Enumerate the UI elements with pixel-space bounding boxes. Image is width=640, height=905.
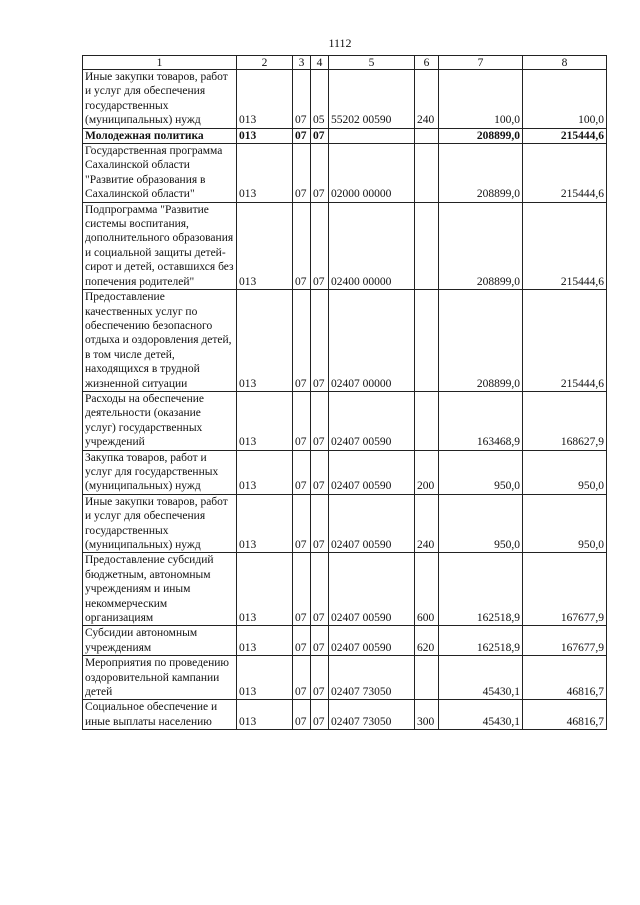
column-header: 5 (329, 56, 415, 70)
amount-year1-cell: 163468,9 (439, 391, 523, 450)
expense-type-cell (415, 144, 439, 203)
ministry-code-cell: 013 (237, 128, 293, 143)
section-code-cell: 07 (293, 128, 311, 143)
section-code-cell: 07 (293, 700, 311, 730)
ministry-code-cell: 013 (237, 202, 293, 289)
row-name-cell: Социальное обеспечение и иные выплаты населению (83, 700, 237, 730)
target-article-cell: 02407 00590 (329, 626, 415, 656)
expense-type-cell: 240 (415, 494, 439, 553)
table-row (83, 391, 607, 450)
expense-type-cell: 620 (415, 626, 439, 656)
subsection-code-cell: 07 (311, 144, 329, 203)
section-code-cell: 07 (293, 144, 311, 203)
target-article-cell: 02400 00000 (329, 202, 415, 289)
subsection-code-cell: 07 (311, 202, 329, 289)
expense-type-cell (415, 656, 439, 700)
row-name-cell: Иные закупки товаров, работ и услуг для обеспечения государственных (муниципальных) нужд (83, 494, 237, 553)
target-article-cell: 02407 00590 (329, 450, 415, 494)
subsection-code-cell: 07 (311, 553, 329, 626)
ministry-code-cell: 013 (237, 290, 293, 392)
ministry-code-cell: 013 (237, 450, 293, 494)
amount-year1-cell: 162518,9 (439, 626, 523, 656)
section-code-cell: 07 (293, 656, 311, 700)
subsection-code-cell: 07 (311, 656, 329, 700)
target-article-cell: 02407 00000 (329, 290, 415, 392)
ministry-code-cell: 013 (237, 494, 293, 553)
table-row (83, 128, 607, 143)
column-header: 2 (237, 56, 293, 70)
amount-year1-cell: 950,0 (439, 450, 523, 494)
target-article-cell: 02407 73050 (329, 656, 415, 700)
subsection-code-cell: 07 (311, 128, 329, 143)
row-name-cell: Предоставление субсидий бюджетным, автономным учреждениям и иным некоммерческим организациям (83, 553, 237, 626)
table-body (83, 70, 607, 730)
table-row (83, 553, 607, 626)
row-name-cell: Закупка товаров, работ и услуг для государственных (муниципальных) нужд (83, 450, 237, 494)
amount-year2-cell: 215444,6 (523, 128, 607, 143)
ministry-code-cell: 013 (237, 700, 293, 730)
subsection-code-cell: 05 (311, 70, 329, 129)
table-row (83, 70, 607, 129)
section-code-cell: 07 (293, 626, 311, 656)
ministry-code-cell: 013 (237, 391, 293, 450)
row-name-cell: Молодежная политика (83, 128, 237, 143)
amount-year2-cell: 100,0 (523, 70, 607, 129)
amount-year1-cell: 208899,0 (439, 144, 523, 203)
amount-year1-cell: 100,0 (439, 70, 523, 129)
table-row (83, 656, 607, 700)
amount-year2-cell: 215444,6 (523, 144, 607, 203)
amount-year1-cell: 208899,0 (439, 202, 523, 289)
row-name-cell: Иные закупки товаров, работ и услуг для обеспечения государственных (муниципальных) нужд (83, 70, 237, 129)
target-article-cell: 02407 00590 (329, 391, 415, 450)
row-name-cell: Субсидии автономным учреждениям (83, 626, 237, 656)
subsection-code-cell: 07 (311, 626, 329, 656)
amount-year1-cell: 162518,9 (439, 553, 523, 626)
row-name-cell: Государственная программа Сахалинской области "Развитие образования в Сахалинской области" (83, 144, 237, 203)
amount-year2-cell: 46816,7 (523, 656, 607, 700)
amount-year2-cell: 167677,9 (523, 553, 607, 626)
subsection-code-cell: 07 (311, 391, 329, 450)
table-header-row (83, 56, 607, 70)
target-article-cell: 02407 00590 (329, 553, 415, 626)
section-code-cell: 07 (293, 391, 311, 450)
column-header: 8 (523, 56, 607, 70)
amount-year2-cell: 168627,9 (523, 391, 607, 450)
table-row (83, 290, 607, 392)
amount-year2-cell: 215444,6 (523, 290, 607, 392)
column-header: 4 (311, 56, 329, 70)
ministry-code-cell: 013 (237, 626, 293, 656)
section-code-cell: 07 (293, 202, 311, 289)
expense-type-cell: 300 (415, 700, 439, 730)
column-header: 7 (439, 56, 523, 70)
table-row (83, 494, 607, 553)
ministry-code-cell: 013 (237, 553, 293, 626)
expense-type-cell (415, 202, 439, 289)
amount-year2-cell: 167677,9 (523, 626, 607, 656)
table-row (83, 626, 607, 656)
row-name-cell: Предоставление качественных услуг по обеспечению безопасного отдыха и оздоровления детей, в том числе детей, находящихся в трудной жизненной ситуации (83, 290, 237, 392)
expense-type-cell (415, 290, 439, 392)
expense-type-cell: 240 (415, 70, 439, 129)
table-row (83, 144, 607, 203)
target-article-cell: 02000 00000 (329, 144, 415, 203)
amount-year1-cell: 45430,1 (439, 700, 523, 730)
budget-table (82, 55, 607, 730)
target-article-cell: 55202 00590 (329, 70, 415, 129)
amount-year1-cell: 45430,1 (439, 656, 523, 700)
page-number: 1112 (328, 36, 352, 50)
table-row (83, 450, 607, 494)
amount-year2-cell: 215444,6 (523, 202, 607, 289)
column-header: 6 (415, 56, 439, 70)
ministry-code-cell: 013 (237, 70, 293, 129)
section-code-cell: 07 (293, 70, 311, 129)
row-name-cell: Подпрограмма "Развитие системы воспитания, дополнительного образования и социальной защиты детей-сирот и детей, оставшихся без попечения родителей" (83, 202, 237, 289)
target-article-cell (329, 128, 415, 143)
subsection-code-cell: 07 (311, 290, 329, 392)
target-article-cell: 02407 73050 (329, 700, 415, 730)
subsection-code-cell: 07 (311, 494, 329, 553)
amount-year2-cell: 950,0 (523, 494, 607, 553)
section-code-cell: 07 (293, 290, 311, 392)
subsection-code-cell: 07 (311, 450, 329, 494)
subsection-code-cell: 07 (311, 700, 329, 730)
amount-year1-cell: 950,0 (439, 494, 523, 553)
ministry-code-cell: 013 (237, 656, 293, 700)
target-article-cell: 02407 00590 (329, 494, 415, 553)
table-row (83, 202, 607, 289)
section-code-cell: 07 (293, 553, 311, 626)
expense-type-cell (415, 391, 439, 450)
expense-type-cell (415, 128, 439, 143)
row-name-cell: Мероприятия по проведению оздоровительной кампании детей (83, 656, 237, 700)
amount-year2-cell: 46816,7 (523, 700, 607, 730)
expense-type-cell: 600 (415, 553, 439, 626)
expense-type-cell: 200 (415, 450, 439, 494)
amount-year2-cell: 950,0 (523, 450, 607, 494)
column-header: 1 (83, 56, 237, 70)
section-code-cell: 07 (293, 494, 311, 553)
table-row (83, 700, 607, 730)
ministry-code-cell: 013 (237, 144, 293, 203)
section-code-cell: 07 (293, 450, 311, 494)
column-header: 3 (293, 56, 311, 70)
row-name-cell: Расходы на обеспечение деятельности (оказание услуг) государственных учреждений (83, 391, 237, 450)
amount-year1-cell: 208899,0 (439, 290, 523, 392)
amount-year1-cell: 208899,0 (439, 128, 523, 143)
